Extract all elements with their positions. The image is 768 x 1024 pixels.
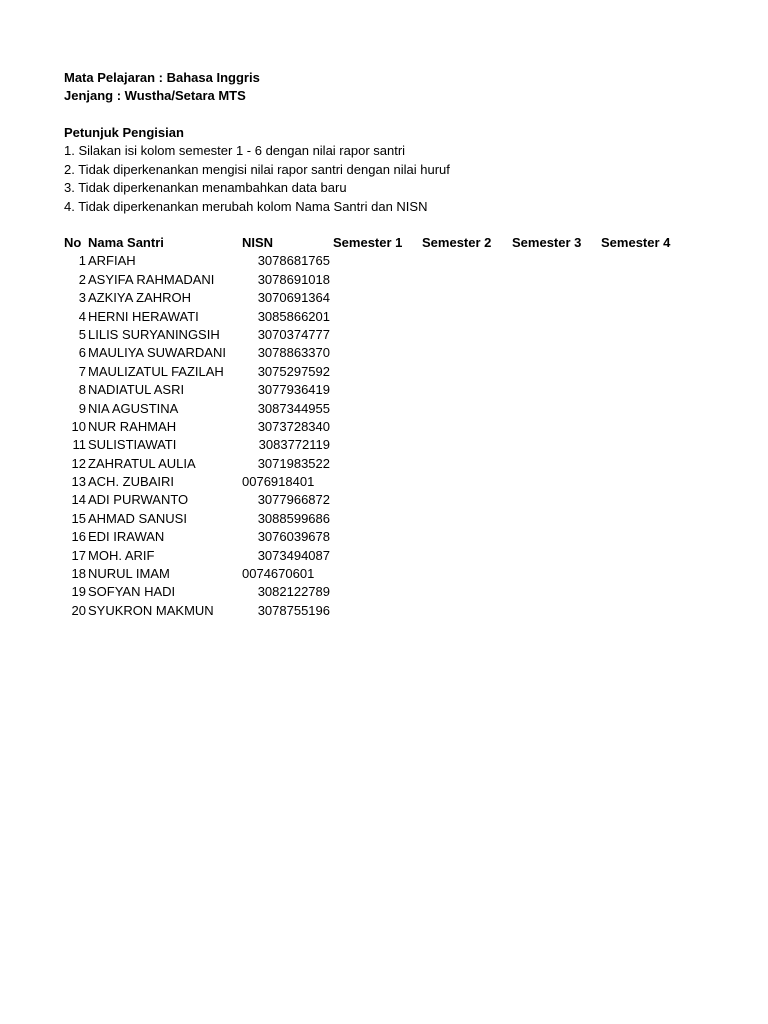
- row-number: 1: [78, 253, 86, 269]
- student-nisn: 3073728340: [257, 418, 330, 434]
- student-nisn: 3078863370: [257, 345, 330, 361]
- student-name: ARFIAH: [88, 253, 136, 269]
- row-number: 3: [78, 290, 86, 306]
- column-header-name: Nama Santri: [88, 235, 164, 250]
- student-nisn: 3088599686: [257, 510, 330, 526]
- column-header-semester-4: Semester 4: [601, 235, 671, 250]
- student-nisn: 3087344955: [257, 400, 330, 416]
- student-name: ASYIFA RAHMADANI: [88, 271, 215, 287]
- student-nisn: 3082122789: [257, 584, 330, 600]
- row-number: 8: [78, 382, 86, 398]
- student-nisn: 0076918401: [242, 474, 315, 490]
- student-name: HERNI HERAWATI: [88, 308, 199, 324]
- row-number: 16: [71, 529, 86, 545]
- student-name: AZKIYA ZAHROH: [88, 290, 192, 306]
- row-number: 20: [71, 602, 86, 618]
- column-header-no: No: [64, 235, 82, 250]
- column-header-semester-3: Semester 3: [512, 235, 582, 250]
- student-name: LILIS SURYANINGSIH: [88, 326, 220, 342]
- student-name: ACH. ZUBAIRI: [88, 474, 174, 490]
- row-number: 9: [78, 400, 86, 416]
- instruction-item: 2. Tidak diperkenankan mengisi nilai rapor santri dengan nilai huruf: [64, 161, 450, 177]
- row-number: 4: [78, 308, 86, 324]
- row-number: 13: [71, 474, 86, 490]
- instruction-item: 3. Tidak diperkenankan menambahkan data baru: [64, 180, 347, 196]
- student-name: NURUL IMAM: [88, 566, 170, 582]
- student-name: MAULIYA SUWARDANI: [88, 345, 226, 361]
- column-header-nisn: NISN: [242, 235, 274, 250]
- instructions-title: Petunjuk Pengisian: [64, 125, 184, 140]
- student-nisn: 3077936419: [257, 382, 330, 398]
- row-number: 11: [72, 437, 86, 453]
- row-number: 18: [71, 566, 86, 582]
- row-number: 10: [71, 418, 86, 434]
- student-nisn: 3073494087: [257, 547, 330, 563]
- instruction-item: 1. Silakan isi kolom semester 1 - 6 dengan nilai rapor santri: [64, 143, 406, 159]
- column-header-semester-2: Semester 2: [422, 235, 492, 250]
- student-name: NUR RAHMAH: [88, 418, 177, 434]
- student-nisn: 3078681765: [257, 253, 330, 269]
- document-header: [64, 69, 260, 106]
- row-number: 6: [78, 345, 86, 361]
- student-nisn: 0074670601: [242, 566, 315, 582]
- subject-line: Mata Pelajaran : Bahasa Inggris: [64, 70, 260, 85]
- student-name: EDI IRAWAN: [88, 529, 165, 545]
- row-number: 7: [78, 363, 86, 379]
- student-nisn: 3077966872: [257, 492, 330, 508]
- student-nisn: 3083772119: [258, 437, 330, 453]
- student-nisn: 3070691364: [257, 290, 330, 306]
- student-name: ZAHRATUL AULIA: [88, 455, 196, 471]
- level-line: Jenjang : Wustha/Setara MTS: [64, 88, 246, 104]
- student-name: MOH. ARIF: [88, 547, 155, 563]
- student-name: NIA AGUSTINA: [88, 400, 179, 416]
- row-number: 19: [71, 584, 86, 600]
- student-name: ADI PURWANTO: [88, 492, 189, 508]
- student-nisn: 3085866201: [257, 308, 330, 324]
- row-number: 14: [71, 492, 86, 508]
- student-name: SOFYAN HADI: [88, 584, 176, 600]
- column-header-semester-1: Semester 1: [333, 235, 403, 250]
- student-nisn: 3071983522: [257, 455, 330, 471]
- student-nisn: 3078755196: [257, 602, 330, 618]
- student-name: MAULIZATUL FAZILAH: [88, 363, 224, 379]
- student-nisn: 3078691018: [257, 271, 330, 287]
- student-name: SYUKRON MAKMUN: [88, 602, 214, 618]
- row-number: 5: [78, 326, 86, 342]
- row-number: 15: [71, 510, 86, 526]
- student-nisn: 3075297592: [257, 363, 330, 379]
- student-name: SULISTIAWATI: [88, 437, 177, 453]
- row-number: 2: [78, 271, 86, 287]
- student-name: NADIATUL ASRI: [88, 382, 185, 398]
- row-number: 17: [71, 547, 86, 563]
- student-nisn: 3076039678: [257, 529, 330, 545]
- instructions-section: [64, 124, 450, 216]
- row-number: 12: [71, 455, 86, 471]
- student-name: AHMAD SANUSI: [88, 510, 187, 526]
- instruction-item: 4. Tidak diperkenankan merubah kolom Nama Santri dan NISN: [64, 198, 428, 214]
- student-nisn: 3070374777: [257, 326, 330, 342]
